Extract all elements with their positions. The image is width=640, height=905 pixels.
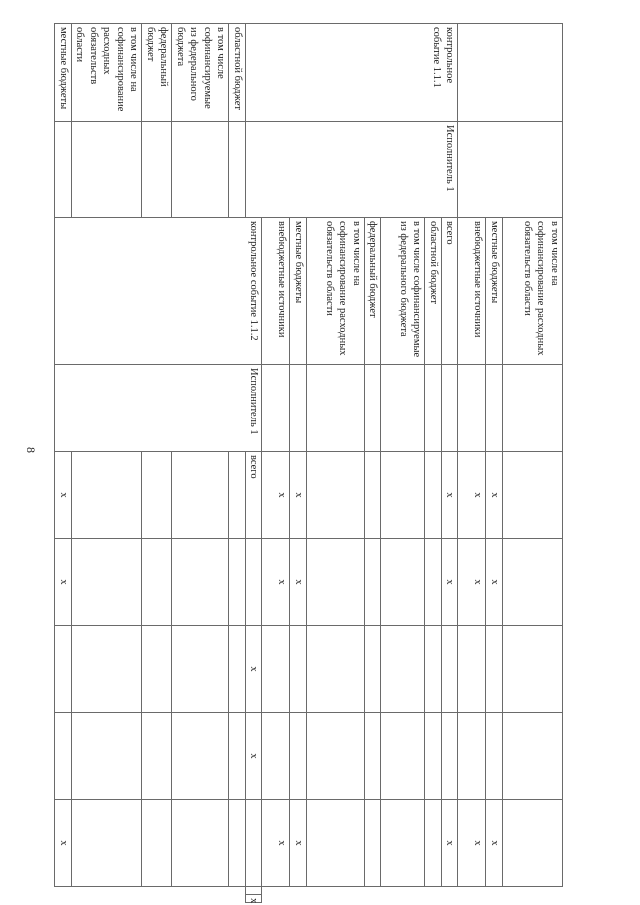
source-label: всего	[442, 218, 459, 365]
cross-mark: x	[262, 800, 290, 887]
rotated-table-container	[58, 23, 563, 904]
cross-mark: x	[262, 539, 290, 626]
executor-cell: Исполнитель 1	[246, 122, 459, 218]
cross-mark: x	[458, 539, 486, 626]
table-row	[142, 24, 172, 903]
source-label: всего	[246, 452, 263, 539]
source-label: в том числе софинансируемые из федерального бюджета	[172, 24, 229, 122]
cross-mark: x	[246, 713, 263, 800]
cross-mark: x	[290, 800, 307, 887]
source-label: федеральный бюджет	[365, 218, 382, 365]
table-row	[229, 24, 246, 903]
cross-mark: x	[486, 800, 503, 887]
source-label: местные бюджеты	[486, 218, 503, 365]
funding-table	[55, 23, 564, 903]
table-row	[55, 24, 72, 903]
cross-mark: x	[442, 452, 459, 539]
cross-mark: x	[55, 539, 72, 626]
cross-mark: x	[290, 452, 307, 539]
cross-mark: x	[458, 452, 486, 539]
source-label: местные бюджеты	[55, 24, 72, 122]
table-row	[442, 24, 459, 903]
cross-mark: x	[246, 626, 263, 713]
cross-mark: x	[246, 895, 263, 903]
source-label: областной бюджет	[425, 218, 442, 365]
event-cell: контрольное событие 1.1.2	[55, 218, 262, 365]
cross-mark: x	[458, 800, 486, 887]
source-label: областной бюджет	[229, 24, 246, 122]
source-label: в том числе на софинансирование расходных обязательств области	[72, 24, 143, 122]
page-number: 8	[24, 447, 38, 453]
event-cell: контрольное событие 1.1.1	[246, 24, 459, 122]
source-label: внебюджетные источники	[262, 218, 290, 365]
source-label: местные бюджеты	[290, 218, 307, 365]
cross-mark: x	[55, 800, 72, 887]
source-label: в том числе на софинансирование расходных обязательств области	[307, 218, 365, 365]
table-row	[72, 24, 143, 903]
source-label: в том числе на софинансирование расходных обязательств области	[503, 218, 563, 365]
source-label: в том числе софинансируемые из федерального бюджета	[381, 218, 425, 365]
cross-mark: x	[290, 539, 307, 626]
source-label: внебюджетные источники	[458, 218, 486, 365]
cross-mark: x	[442, 539, 459, 626]
cross-mark: x	[442, 800, 459, 887]
executor-cell	[458, 122, 563, 218]
cross-mark: x	[262, 452, 290, 539]
cross-mark: x	[486, 452, 503, 539]
cross-mark: x	[55, 452, 72, 539]
table-row	[172, 24, 229, 903]
event-cell	[458, 24, 563, 122]
executor-cell: Исполнитель 1	[55, 365, 262, 452]
source-label: федеральный бюджет	[142, 24, 172, 122]
cross-mark: x	[486, 539, 503, 626]
table-row	[503, 24, 563, 903]
